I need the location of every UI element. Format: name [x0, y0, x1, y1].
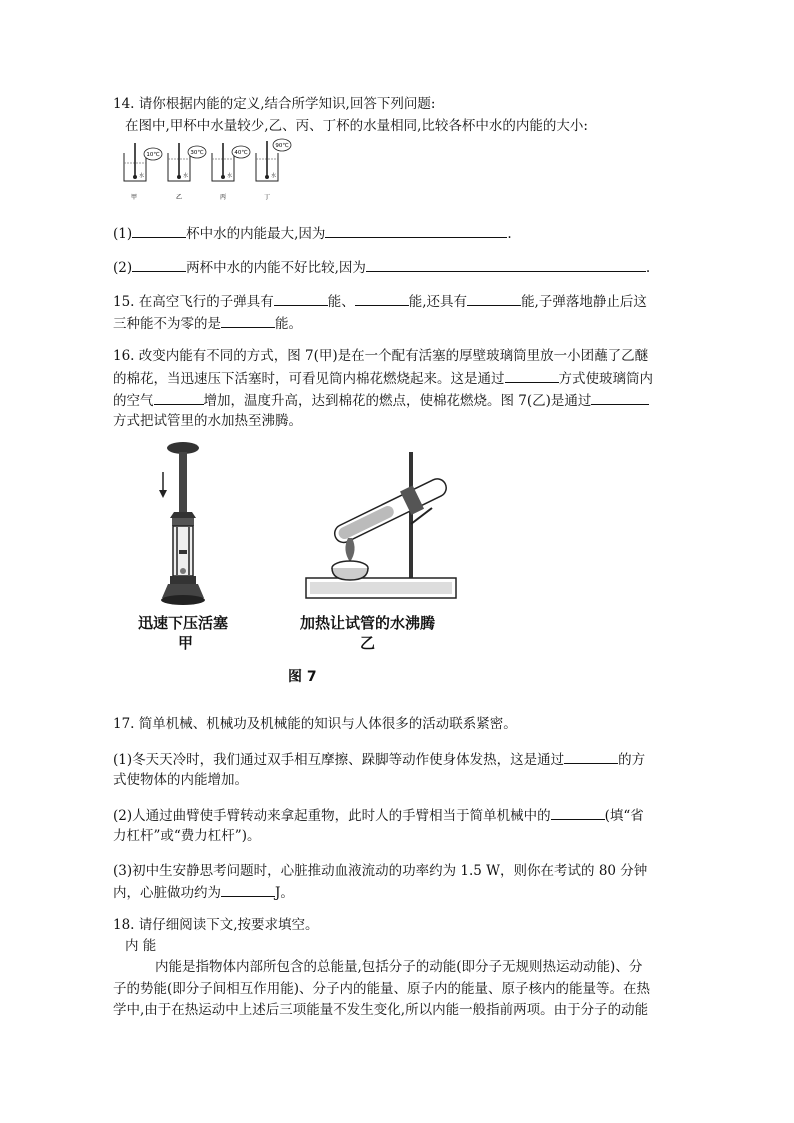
q14-part2: [113, 257, 650, 278]
q18-line2: 子的势能(即分子间相互作用能)、分子内的能量、原子内的能量、原子核内的能量等。在热: [113, 981, 651, 997]
q15-text-c: 能,还具有: [408, 294, 468, 310]
q17-part1-line1: [113, 749, 645, 770]
q15-text-b: 能、: [327, 294, 355, 310]
q14-p2-number: (2): [113, 260, 133, 276]
cup-yi-label: 乙: [175, 194, 183, 201]
q16-blank1[interactable]: [505, 368, 559, 383]
cup-jia-water: 水: [139, 173, 145, 179]
cup-bing-label: 丙: [219, 194, 227, 201]
fig7-left-caption: 迅速下压活塞: [138, 614, 229, 632]
q17-p3-text: 内，心脏做功约为: [113, 885, 221, 901]
q16-blank2[interactable]: [154, 390, 204, 405]
q17-p3-blank[interactable]: [221, 882, 275, 897]
cup-ding-water: 水: [271, 173, 277, 179]
cup-ding-label: 丁: [263, 194, 271, 201]
q14-p2-text: 两杯中水的内能不好比较,因为: [186, 260, 366, 276]
q14-p2-blank2[interactable]: [366, 257, 646, 272]
cup-jia-temp: 10℃: [146, 152, 160, 158]
q17-p1-text: (1)冬天天冷时，我们通过双手相互摩擦、跺脚等动作使身体发热，这是通过: [113, 752, 565, 768]
q14-p1-blank1[interactable]: [132, 223, 186, 238]
q14-p2-blank1[interactable]: [132, 257, 186, 272]
q17-part2-line1: [113, 805, 644, 826]
q18-title: 18. 请仔细阅读下文,按要求填空。: [113, 917, 319, 933]
q17-p3-unit: J。: [275, 885, 294, 901]
cup-yi-water: 水: [183, 173, 189, 179]
q16-text-b: 方式使玻璃筒内: [558, 371, 653, 387]
cup-ding: [256, 139, 291, 201]
q15-text-f: 能。: [275, 316, 302, 332]
q14-title: 14. 请你根据内能的定义,结合所学知识,回答下列问题:: [113, 96, 436, 112]
q15-line1: [113, 291, 647, 312]
q14-p1-end: .: [507, 226, 512, 242]
cup-bing-water: 水: [227, 173, 233, 179]
q16-text-c: 的空气: [113, 393, 154, 409]
q17-part3-line2: [113, 882, 294, 903]
test-tube-heating-figure: [300, 452, 470, 610]
q17-p2-text: (2)人通过曲臂使手臂转动来拿起重物，此时人的手臂相当于简单机械中的: [113, 808, 551, 824]
q15-line2: [113, 313, 302, 334]
q15-text-d: 能,子弹落地静止后这: [521, 294, 647, 310]
q17-part2-line2: 力杠杆”或“费力杠杆”)。: [113, 828, 261, 844]
cup-jia-label: 甲: [130, 194, 138, 201]
fig7-left-label: 甲: [178, 634, 194, 652]
q14-cups-figure: [118, 137, 298, 207]
cup-bing-temp: 40℃: [234, 150, 248, 156]
q17-part1-line2: 式使物体的内能增加。: [113, 772, 248, 788]
q17-p2-text-end: (填“省: [604, 808, 644, 824]
q18-line3: 学中,由于在热运动中上述后三项能量不发生变化,所以内能一般指前两项。由于分子的动能: [113, 1002, 649, 1018]
q16-blank3[interactable]: [591, 390, 649, 405]
cup-bing: [212, 143, 250, 201]
fig7-label: 图 7: [288, 669, 317, 685]
q15-blank4[interactable]: [221, 313, 275, 328]
q14-p1-text: 杯中水的内能最大,因为: [186, 226, 326, 242]
q16-line3: [113, 390, 649, 411]
q16-line2: [113, 368, 653, 389]
cup-yi: [168, 143, 206, 201]
q15-text-a: 15. 在高空飞行的子弹具有: [113, 294, 274, 310]
q14-p1-number: (1): [113, 226, 133, 242]
q15-blank3[interactable]: [467, 291, 521, 306]
q16-text-a: 的棉花，当迅速压下活塞时，可看见筒内棉花燃烧起来。这是通过: [113, 371, 505, 387]
q17-title: 17. 简单机械、机械功及机械能的知识与人体很多的活动联系紧密。: [113, 716, 517, 732]
q15-blank2[interactable]: [355, 291, 409, 306]
q14-intro: 在图中,甲杯中水量较少,乙、丙、丁杯的水量相同,比较各杯中水的内能的大小:: [125, 118, 588, 134]
q14-p1-blank2[interactable]: [325, 223, 507, 238]
q17-part3-line1: (3)初中生安静思考问题时，心脏推动血液流动的功率约为 1.5 W，则你在考试的 80 分钟: [113, 863, 648, 879]
q14-p2-end: .: [645, 260, 651, 276]
cup-yi-temp: 30℃: [190, 150, 204, 156]
q15-text-e: 三种能不为零的是: [113, 316, 221, 332]
fig7-right-label: 乙: [360, 634, 376, 652]
fig7-right-caption: 加热让试管的水沸腾: [300, 614, 436, 632]
q16-text-d: 增加，温度升高，达到棉花的燃点，使棉花燃烧。图 7(乙)是通过: [203, 393, 592, 409]
piston-apparatus-figure: [148, 438, 218, 610]
q17-p2-blank[interactable]: [551, 805, 605, 820]
q18-heading: 内 能: [125, 938, 157, 954]
q17-p1-text-end: 的方: [618, 752, 646, 768]
q17-p1-blank[interactable]: [564, 749, 618, 764]
q14-part1: [113, 223, 512, 244]
q15-blank1[interactable]: [274, 291, 328, 306]
q18-line1: 内能是指物体内部所包含的总能量,包括分子的动能(即分子无规则热运动动能)、分: [155, 959, 643, 975]
cup-ding-temp: 90℃: [275, 143, 289, 149]
q16-line4: 方式把试管里的水加热至沸腾。: [113, 413, 302, 429]
cup-jia: [124, 143, 162, 201]
q16-line1: 16. 改变内能有不同的方式，图 7(甲)是在一个配有活塞的厚壁玻璃筒里放一小团蘸了乙醚: [113, 348, 649, 364]
